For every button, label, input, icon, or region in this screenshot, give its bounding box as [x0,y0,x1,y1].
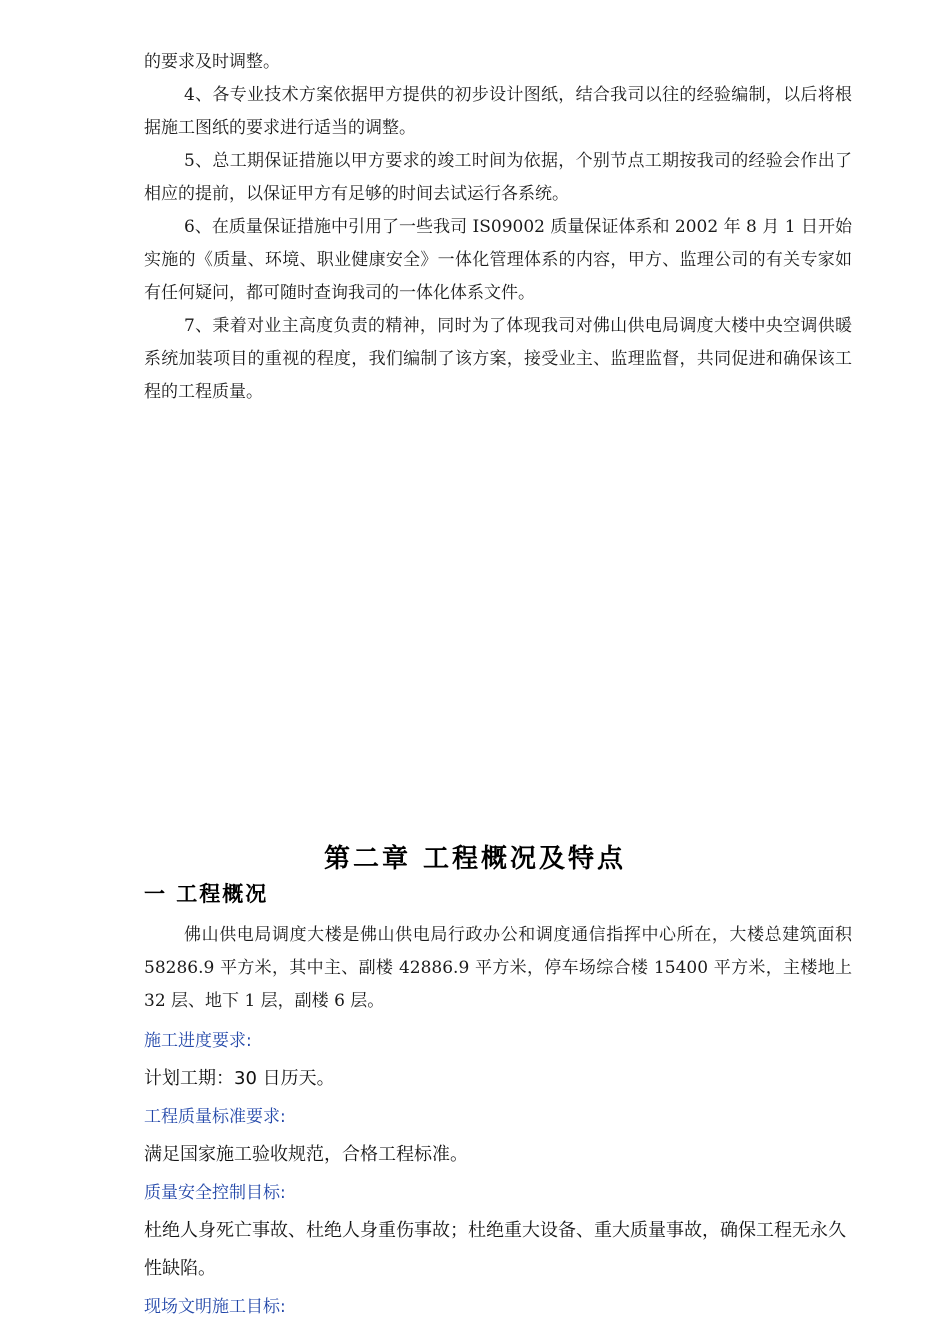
paragraph-item-5: 5、总工期保证措施以甲方要求的竣工时间为依据，个别节点工期按我司的经验会作出了相应的提前，以保证甲方有足够的时间去试运行各系统。 [144,151,852,204]
overview-block [144,919,852,1018]
safety-target-label: 质量安全控制目标: [144,1183,286,1203]
requirements-list [144,1022,852,1326]
paragraph-item-7: 7、秉着对业主高度负责的精神，同时为了体现我司对佛山供电局调度大楼中央空调供暖系统加装项目的重视的程度，我们编制了该方案，接受业主、监理监督，共同促进和确保该工程的工程质量。 [144,316,852,402]
safety-target-value: 杜绝人身死亡事故、杜绝人身重伤事故；杜绝重大设备、重大质量事故，确保工程无永久性缺陷。 [144,1220,846,1279]
paragraph-item-4: 4、各专业技术方案依据甲方提供的初步设计图纸，结合我司以往的经验编制，以后将根据施工图纸的要求进行适当的调整。 [144,85,852,138]
chapter-title: 第二章 工程概况及特点 [323,844,627,874]
quality-standard-value: 满足国家施工验收规范，合格工程标准。 [144,1144,468,1165]
schedule-label: 施工进度要求: [144,1031,252,1051]
paragraph-item-6: 6、在质量保证措施中引用了一些我司 IS09002 质量保证体系和 2002 年 8 月 1 日开始实施的《质量、环境、职业健康安全》一体化管理体系的内容，甲方、监理公司的有关专家如有任何疑问，都可随时查询我司的一体化体系文件。 [144,217,852,303]
paragraph-continuation: 的要求及时调整。 [144,52,280,72]
quality-standard-label: 工程质量标准要求: [144,1107,286,1127]
schedule-value: 计划工期：30 日历天。 [144,1068,335,1089]
intro-notes [144,46,852,409]
overview-paragraph: 佛山供电局调度大楼是佛山供电局行政办公和调度通信指挥中心所在，大楼总建筑面积 58286.9 平方米，其中主、副楼 42886.9 平方米，停车场综合楼 15400 平方米，主楼地上 32 层、地下 1 层，副楼 6 层。 [144,925,852,1011]
section-title: 一 工程概况 [144,881,269,906]
civilized-construction-label: 现场文明施工目标: [144,1297,286,1317]
